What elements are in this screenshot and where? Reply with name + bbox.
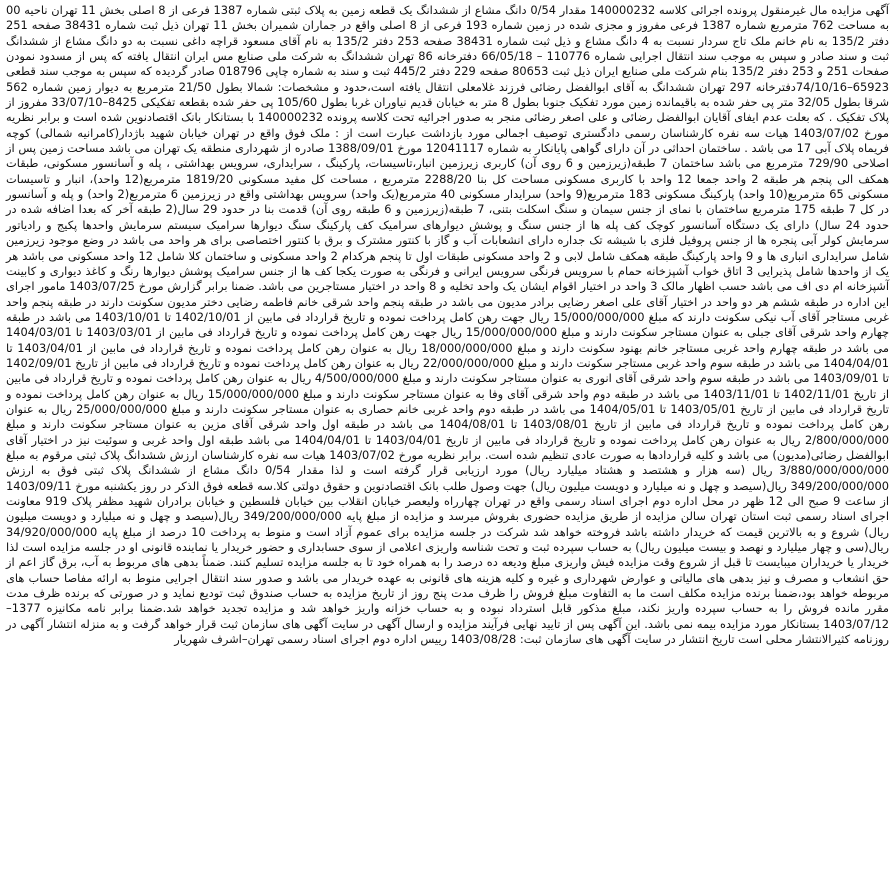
auction-notice-text: آگهی مزایده مال غیرمنقول پرونده اجرائی کلاسه 140000232 مقدار 0/54 دانگ مشاع از ششدانگ یک قطعه زمین به پلاک ثبتی شماره 1387 فرعی از 8 اصلی بخش 11 تهران ناحیه 00 به مساحت 762 مترمربع شماره 1387 فرعی مفروز و مجزی شده در زمین شماره 193 فرعی از 8 اصلی واقع در جماران شمیران بخش 11 تهران ذیل ثبت شماره 38431 صفحه 251 دفتر 135/2 به نام خانم ملک تاج سردار نسبت به 4 دانگ مشاع و ذیل ثبت شماره 38431 صفحه 253 دفتر 135/2 به نام آقای مسعود قراچه داغی نسبت به دو دانگ مشاع از ششدانگ ثبت و سند صادر و سپس به موجب سند انتقال اجرایی شماره 110776 – 66/05/18 دفترخانه 86 تهران ششدانگ به شرکت ملی صنایع مس ایران انتقال یافته که پس از مسدود نمودن صفحات 251 و 253 دفتر 135/2 بنام شرکت ملی صنایع ایران ذیل ثبت 80653 صفحه 229 دفتر 445/2 ثبت و سند به شماره چاپی 018796 صادر گردیده که سپس به موجب سند قطعی 65923–74/10/16دفترخانه 297 تهران ششدانگ به آقای ابوالفضل رضائی فرزند غلامعلی انتقال یافته است،حدود و مشخصات: شمالا بطول 21/50 مترمربع به دیوار زمین شماره 562 شرقا بطول 32/05 متر پی حفر شده به باقیمانده زمین مورد تفکیک جنوبا بطول 8 متر به خیابان قدیم نیاوران غربا بطول 105/60 پی حفر شده بقطعه تفکیکی 8425–33/07/10 مفروز از پلاک تفکیک . که بعلت عدم ایفای آقایان ابوالفضل رضائی و علی اصغر رضائی منجر به صدور اجرائیه تحت کلاسه پرونده 140000232 با بستانکار بانک اقتصادنوین شده است و برابر نظریه مورخ 1403/07/02 هیات سه نفره کارشناسان رسمی دادگستری توصیف اجمالی مورد بازداشت عبارت است از : ملک فوق واقع در تهران خیابان شهید باژدار(کامرانیه شمالی) کوچه فریماه پلاک آبی 17 می باشد . ساختمان احداثی در آن دارای گواهی پایانکار به شماره 12041117 مورخ 1388/09/01 صادره از شهرداری منطقه یک تهران می باشد مساحت زمین پس از اصلاحی 729/90 مترمربع می باشد ساختمان 7 طبقه(زیرزمین و 6 روی آن) کاربری زیرزمین انبار،تاسیسات، پارکینگ ، سرایداری، سرویس بهداشتی ، پله و آسانسور مسکونی، طبقات همکف الی پنجم هر طبقه 2 واحد جمعا 12 واحد با کاربری مسکونی مساحت کل بنا 2288/20 مترمربع ، مساحت کل مفید مسکونی 1819/20 مترمربع(12 واحد)، انبار و تاسیسات مسکونی 65 مترمربع(10 واحد) پارکینگ مسکونی 183 مترمربع(9 واحد) سرایدار مسکونی 40 مترمربع(یک واحد) سرویس بهداشتی واقع در زیرزمین 6 مترمربع(2 واحد) و پله و آسانسور در کل 7 طبقه 175 مترمربع ساختمان با نمای از جنس سیمان و سنگ اسکلت بتنی، 7 طبقه(زیرزمین و 6 طبقه روی آن) قدمت بنا در حدود 29 سال(2 طبقه آخر که بعدا اضافه شده در حدود 24 سال) دارای یک دستگاه آسانسور کوچک کف پله ها از جنس سنگ و پوشش دیوارهای سرامیک کف پارکینگ سنگ دیوارها سرامیک سیستم سرمایش واحدها پکیج و رادیاتور سرمایش کولر آبی پنجره ها از جنس پروفیل فلزی با شیشه تک جداره دارای انشعابات آب و گاز با کنتور مشترک و برق با کنتور اختصاصی برای هر واحد می باشد در وضع موجود زیرزمین شامل سرایداری انباری ها و 9 واحد پارکینگ طبقه همکف شامل لابی و 2 واحد مسکونی طبقات اول تا پنجم هرکدام 2 واحد مسکونی و ساختمان کلا شامل 12 واحد مسکونی می باشد هر یک از واحدها شامل پذیرایی 3 اتاق خواب آشپزخانه حمام با سرویس فرنگی سرویس ایرانی و فرنگی به صورت یکجا کف ها از جنس سرامیک پوشش دیوارها رنگ و کاغذ دیواری و کابینت آشپزخانه ام دی اف می باشد حسب اظهار مالک 3 واحد در اختیار اقوام ایشان یک واحد تخلیه و 8 واحد در اختیار مستاجرین می باشد. ضمنا برابر گزارش مورخ 1403/07/25 مامور اجرای این اداره در طبقه ششم هر دو واحد در اختیار آقای علی اصغر رضایی برادر مدیون می باشد در طبقه پنجم واحد شرقی خانم فاطمه رضایی دختر مدیون سکونت دارند در طبقه پنجم واحد غربی مستاجر آقای آب نیکی سکونت دارند که مبلغ 15/000/000/000 ریال جهت رهن کامل پرداخت نموده و تاریخ قرارداد فی مابین از 1402/10/01 تا 1403/10/01 می باشد در طبقه چهارم واحد شرقی آقای جبلی به عنوان مستاجر سکونت دارند و مبلغ 15/000/000/000 ریال جهت رهن کامل پرداخت نموده و تاریخ قرارداد فی مابین از 1403/03/01 تا 1404/03/01 می باشد در طبقه چهارم واحد غربی مستاجر خانم بهنود سکونت دارند و مبلغ 18/000/000/000 ریال به عنوان رهن کامل پرداخت نموده و تاریخ قرارداد فی مابین از 1403/04/01 تا 1404/04/01 می باشد در طبقه سوم واحد غربی مستاجر سکونت دارند و مبلغ 22/000/000/000 ریال به عنوان رهن کامل پرداخت نموده و تاریخ قرارداد فی مابین از تاریخ 1402/09/01 تا 1403/09/01 می باشد در طبقه سوم واحد شرقی آقای انوری به عنوان مستاجر سکونت دارند و مبلغ 4/500/000/000 ریال به عنوان رهن کامل پرداخت نموده و تاریخ قرارداد فی مابین از تاریخ 1402/11/01 تا 1403/11/01 می باشد در طبقه دوم واحد شرقی آقای وفا به عنوان مستاجر سکونت دارند و مبلغ 15/000/000/000 ریال به عنوان رهن کامل پرداخت نموده و تاریخ قرارداد فی مابین از تاریخ 1403/05/01 تا 1404/05/01 می باشد در طبقه دوم واحد غربی خانم حصاری به عنوان مستاجر سکونت دارند و مبلغ 25/000/000/000 ریال به عنوان رهن کامل پرداخت نموده و تاریخ قرارداد فی مابین از تاریخ 1403/08/01 تا 1404/08/01 می باشد در طبقه اول واحد شرقی آقای مزین به عنوان مستاجر سکونت دارند و مبلغ 2/800/000/000 ریال به عنوان رهن کامل پرداخت نموده و تاریخ قرارداد فی مابین از تاریخ 1403/04/01 تا 1404/04/01 می باشد طبقه اول واحد غربی و سوئیت نیز در اختیار آقای ابوالفضل رضائی(مدیون) می باشد و کلیه قراردادها به صورت عادی تنظیم شده است. برابر نظریه مورخ 1403/07/02 هیات سه نفره کارشناسان ارزش ششدانگ پلاک ثبتی مرقوم به مبلغ 3/880/000/000/000 ریال (سه هزار و هشتصد و هشتاد میلیارد ریال) مورد ارزیابی قرار گرفته است و لذا مقدار 0/54 دانگ مشاع از ششدانگ پلاک ثبتی فوق به ارزش 349/200/000/000 ریال(سیصد و چهل و نه میلیارد و دویست میلیون ریال) جهت وصول طلب بانک اقتصادنوین و حقوق دولتی کلا.سه قطعه فوق الذکر در روز یکشنبه مورخ 1403/09/11 از ساعت 9 صبح الی 12 ظهر در محل اداره دوم اجرای اسناد رسمی واقع در تهران چهارراه ولیعصر خیابان انقلاب بین خیابان فلسطین و خیابان برادران شهید مظفر پلاک 919 معاونت اجرای اسناد رسمی ثبت استان تهران سالن مزایده از طریق مزایده حضوری بفروش میرسد و مزایده از مبلغ پایه 349/200/000/000 ریال(سیصد و چهل و نه میلیارد و دویست میلیون ریال) شروع و به بالاترین قیمت که خریدار داشته باشد فروخته خواهد شد شرکت در جلسه مزایده برای عموم آزاد است و منوط به پرداخت 10 درصد از مبلغ پایه 34/920/000/000 ریال(سی و چهار میلیارد و نهصد و بیست میلیون ریال) به حساب سپرده ثبت و تحت شناسه واریزی اعلامی از سوی حسابداری و حضور خریدار یا نماینده قانونی او در جلسه مزایده است لذا خریدار یا خریداران میبایست تا قبل از شروع وقت مزایده فیش واریزی مبلغ ودیعه ده درصد را به همراه خود تا به جلسه مزایده تسلیم کنند. ضمناً بدهی های مربوط به آب، برق گاز اعم از حق انشعاب و مصرف و نیز بدهی های مالیاتی و عوارض شهرداری و غیره و کلیه هزینه های قانونی به عهده خریدار می باشد و صدور سند انتقال اجرایی منوط به ارائه مفاصا حساب های مربوطه خواهد بود،ضمنا برنده مزایده مکلف است ما به التفاوت مبلغ فروش را ظرف مدت پنج روز از تاریخ مزایده به حساب صندوق ثبت تودیع نماید و در صورتی که برنده ظرف مدت مقرر مانده فروش را به حساب سپرده واریز نکند، مبلغ مذکور قابل استرداد نبوده و به حساب خزانه واریز خواهد شد و مزایده تجدید خواهد شد.ضمنا برابر نامه مکانیزه 1377–1403/07/12 بستانکار مورد مزایده بیمه نمی باشد. این آگهی پس از تایید نهایی فرآیند مزایده و ارسال آگهی در سایت آگهی های سازمان ثبت قرار خواهد گرفت و به منزله انتشار آگهی در روزنامه کثیرالانتشار محلی است تاریخ انتشار در سایت آگهی های سازمان ثبت: 1403/08/28 رییس اداره دوم اجرای اسناد رسمی تهران–اشرف شهریار [6,3,890,647]
